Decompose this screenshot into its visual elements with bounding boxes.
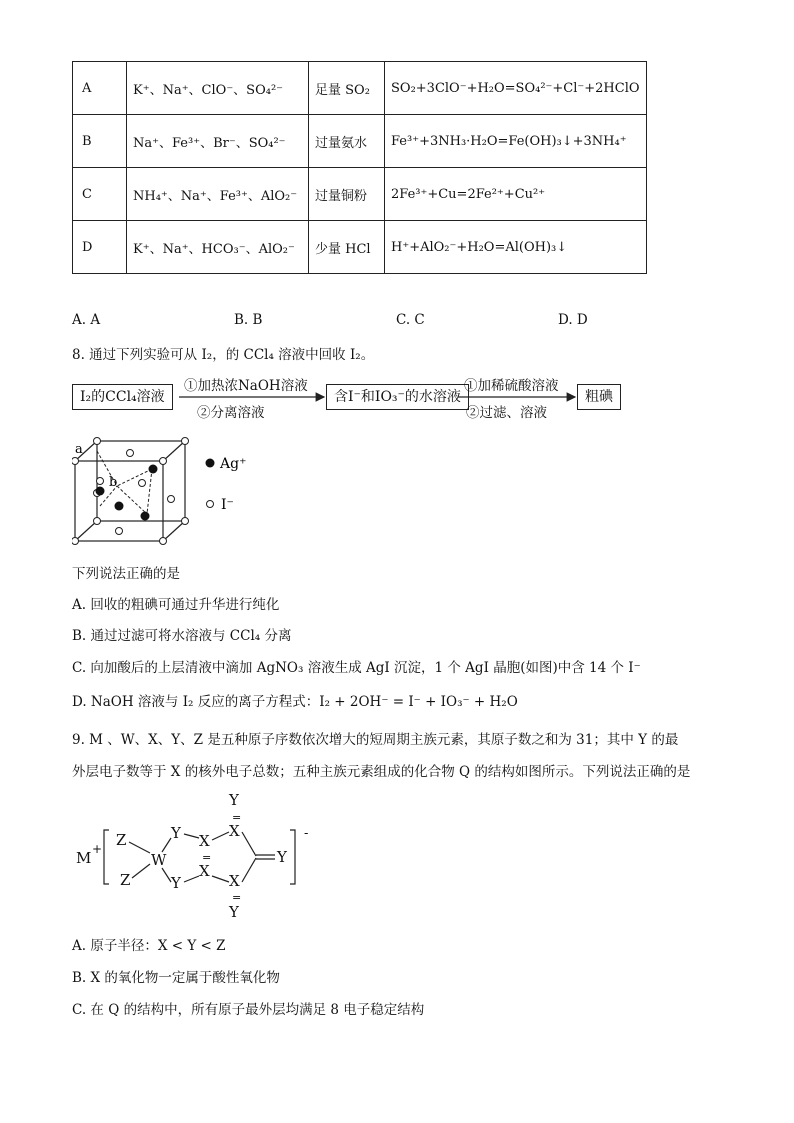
label-b: b <box>109 475 118 490</box>
row-ions: K⁺、Na⁺、HCO₃⁻、AlO₂⁻ <box>127 221 309 274</box>
table-row <box>73 221 647 274</box>
legend-ag-dot <box>206 459 215 468</box>
atom-X-4: X <box>229 872 240 890</box>
flow-step1-bottom: ②分离溶液 <box>197 405 265 421</box>
flow-box-end: 粗碘 <box>577 384 621 410</box>
atom-Y-lower: Y <box>171 874 181 892</box>
row-reagent: 过量铜粉 <box>309 168 385 221</box>
bracket-right <box>290 830 295 884</box>
flow-box-start: I₂的CCl₄溶液 <box>72 384 173 410</box>
atom-Y-upper: Y <box>171 824 181 842</box>
label-a: a <box>75 442 83 457</box>
atom-Y-right: Y <box>277 848 287 866</box>
row-reagent: 少量 HCl <box>309 221 385 274</box>
flow-step2-top: ①加稀硫酸溶液 <box>464 378 559 394</box>
row-label: B <box>73 115 127 168</box>
q9-option-b: B. X 的氧化物一定属于酸性氧化物 <box>72 970 280 986</box>
q9-stem-line2: 外层电子数等于 X 的核外电子总数；五种主族元素组成的化合物 Q 的结构如图所示。下列说法正确的是 <box>72 764 691 780</box>
q9-option-a: A. 原子半径：X < Y < Z <box>72 938 226 954</box>
choice-a: A. A <box>72 312 101 328</box>
flow-box-middle: 含I⁻和IO₃⁻的水溶液 <box>326 384 469 410</box>
options-table <box>72 61 647 274</box>
table-row <box>73 62 647 115</box>
q8-option-c: C. 向加酸后的上层清液中滴加 AgNO₃ 溶液生成 AgI 沉淀，1 个 AgI 晶胞(如图)中含 14 个 I⁻ <box>72 660 641 676</box>
double-bond-top: = <box>232 811 242 824</box>
row-reagent: 足量 SO₂ <box>309 62 385 115</box>
flow-diagram <box>72 377 632 422</box>
row-label: D <box>73 221 127 274</box>
legend-i-dot <box>207 501 214 508</box>
legend-ag-label: Ag⁺ <box>220 456 247 472</box>
flow-arrows <box>72 377 632 422</box>
q8-option-d: D. NaOH 溶液与 I₂ 反应的离子方程式：I₂ + 2OH⁻ = I⁻ + IO₃⁻ + H₂O <box>72 694 518 710</box>
agi-crystal-cell <box>72 436 272 546</box>
flow-step2-bottom: ②过滤、溶液 <box>466 405 547 421</box>
charge-plus: + <box>92 842 103 856</box>
row-equation: Fe³⁺+3NH₃·H₂O=Fe(OH)₃↓+3NH₄⁺ <box>385 115 647 168</box>
table-row <box>73 115 647 168</box>
q9-structure <box>72 790 332 920</box>
table-row <box>73 168 647 221</box>
atom-M: M <box>76 849 92 867</box>
row-ions: NH₄⁺、Na⁺、Fe³⁺、AlO₂⁻ <box>127 168 309 221</box>
q8-stem: 8. 通过下列实验可从 I₂，的 CCl₄ 溶液中回收 I₂。 <box>72 347 375 363</box>
atom-Z-bottom: Z <box>120 871 131 889</box>
row-ions: Na⁺、Fe³⁺、Br⁻、SO₄²⁻ <box>127 115 309 168</box>
atom-Y-bottom: Y <box>229 903 239 920</box>
atom-X-1: X <box>199 832 210 850</box>
atom-Y-top: Y <box>229 791 239 809</box>
row-ions: K⁺、Na⁺、ClO⁻、SO₄²⁻ <box>127 62 309 115</box>
atom-W: W <box>151 851 167 869</box>
legend-i-label: I⁻ <box>221 497 234 513</box>
q9-stem-line1: 9. M 、W、X、Y、Z 是五种原子序数依次增大的短周期主族元素，其原子数之和为 31；其中 Y 的最 <box>72 732 679 748</box>
atom-Z-top: Z <box>116 831 127 849</box>
q8-option-b: B. 通过过滤可将水溶液与 CCl₄ 分离 <box>72 628 292 644</box>
flow-step1-top: ①加热浓NaOH溶液 <box>184 378 308 394</box>
row-label: A <box>73 62 127 115</box>
row-equation: H⁺+AlO₂⁻+H₂O=Al(OH)₃↓ <box>385 221 647 274</box>
double-bond-middle: = <box>202 851 212 864</box>
q9-option-c: C. 在 Q 的结构中，所有原子最外层均满足 8 电子稳定结构 <box>72 1002 425 1018</box>
q8-option-a: A. 回收的粗碘可通过升华进行纯化 <box>72 597 280 613</box>
bracket-left <box>104 830 109 884</box>
choice-d: D. D <box>558 312 588 328</box>
atom-X-2: X <box>199 862 210 880</box>
choice-b: B. B <box>234 312 263 328</box>
q8-prompt: 下列说法正确的是 <box>72 566 180 582</box>
double-bond-bottom: = <box>232 891 242 904</box>
choice-c: C. C <box>396 312 425 328</box>
row-label: C <box>73 168 127 221</box>
row-reagent: 过量氨水 <box>309 115 385 168</box>
charge-minus: - <box>304 826 309 841</box>
row-equation: SO₂+3ClO⁻+H₂O=SO₄²⁻+Cl⁻+2HClO <box>385 62 647 115</box>
row-equation: 2Fe³⁺+Cu=2Fe²⁺+Cu²⁺ <box>385 168 647 221</box>
atom-X-3: X <box>229 822 240 840</box>
